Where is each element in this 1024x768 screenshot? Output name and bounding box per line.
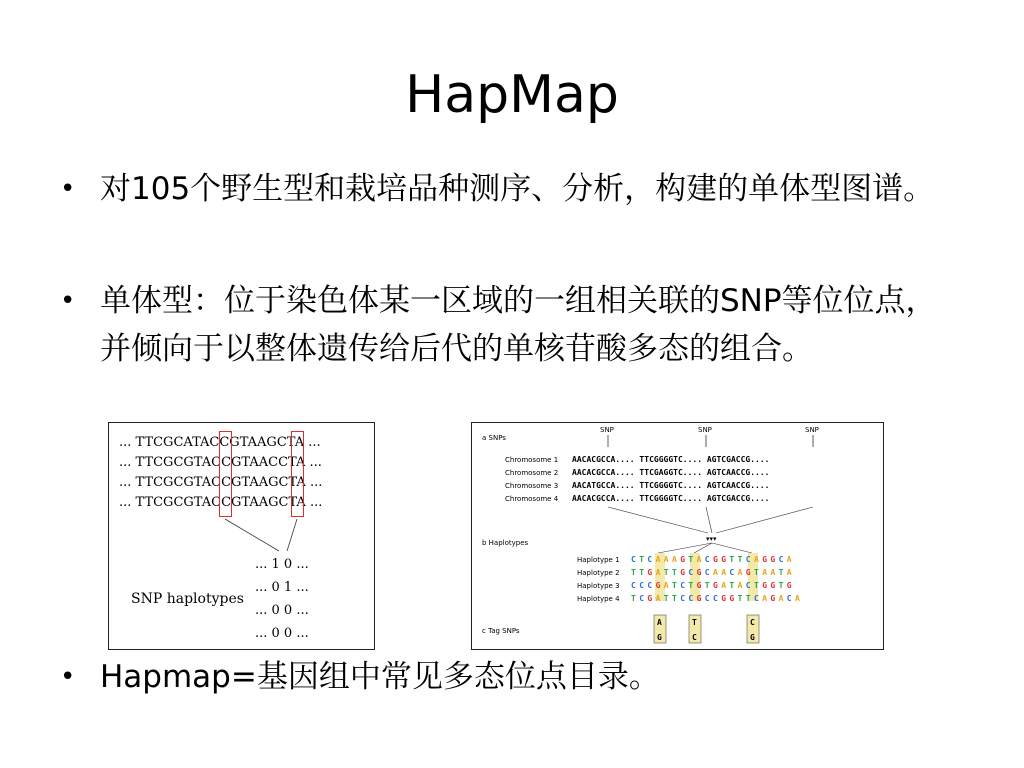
- chromosome-rows: [505, 455, 769, 503]
- haplotype-sequence: [631, 568, 792, 577]
- haplotype-base: A: [778, 594, 784, 603]
- haplotype-base: A: [713, 568, 718, 577]
- haplotype-base: T: [672, 594, 677, 603]
- haplotype-base: T: [663, 594, 669, 603]
- haplotype-base: G: [729, 594, 735, 603]
- haplotype-base: A: [737, 568, 743, 577]
- haplotype-base: C: [786, 594, 792, 603]
- haplotype-code: ... 0 1 ...: [255, 580, 309, 595]
- haplotype-base: A: [663, 581, 669, 590]
- haplotype-label: Haplotype 1: [577, 556, 620, 564]
- haplotype-base: C: [745, 555, 751, 564]
- arrowheads: ▾▾▾: [706, 535, 717, 543]
- haplotype-base: T: [672, 581, 677, 590]
- haplotype-base: G: [696, 581, 702, 590]
- snp-arrow-label: SNP: [698, 426, 712, 434]
- haplotype-base: A: [754, 555, 759, 564]
- haplotype-base: A: [721, 581, 727, 590]
- haplotype-label: Haplotype 2: [577, 569, 620, 577]
- haplotype-base: G: [713, 581, 718, 590]
- snp-haplotypes-figure: [108, 422, 375, 650]
- chromosome-sequence: AACACGCCA.... TTCGGGGTC.... AGTCGACCG....: [572, 455, 770, 464]
- haplotype-base: T: [754, 581, 759, 590]
- haplotype-base: A: [770, 568, 776, 577]
- chromosome-label: Chromosome 1: [505, 456, 559, 464]
- haplotype-base: C: [745, 581, 751, 590]
- haplotype-base: T: [688, 581, 694, 590]
- haplotype-label: Haplotype 3: [577, 582, 620, 590]
- tag-snp-allele: C: [750, 618, 755, 627]
- haplotype-base: C: [680, 594, 686, 603]
- haplotype-code: ... 0 0 ...: [255, 603, 309, 618]
- tag-snp-allele: G: [750, 633, 755, 642]
- haplotype-base: A: [786, 568, 792, 577]
- haplotype-base: T: [704, 581, 710, 590]
- snp-arrow-label: SNP: [805, 426, 819, 434]
- haplotype-base: A: [721, 568, 727, 577]
- haplotype-base: C: [639, 594, 645, 603]
- haplotype-base: G: [786, 581, 792, 590]
- haplotype-base: G: [770, 594, 776, 603]
- haplotype-base: C: [639, 581, 645, 590]
- haplotype-base: C: [704, 594, 710, 603]
- haplotype-base: C: [631, 555, 636, 564]
- haplotype-base: G: [655, 581, 661, 590]
- haplotype-base: G: [762, 555, 768, 564]
- haplotype-base: C: [754, 594, 759, 603]
- haplotype-base: T: [639, 568, 645, 577]
- haplotype-diagram: [472, 423, 883, 649]
- haplotype-base: T: [754, 568, 759, 577]
- connector-lines: [109, 423, 374, 649]
- haplotype-base: C: [713, 594, 718, 603]
- haplotype-base: G: [770, 555, 776, 564]
- chromosome-sequence: AACATGCCA.... TTCGGGGTC.... AGTCAACCG....: [572, 481, 770, 490]
- haplotype-code: ... 1 0 ...: [255, 557, 309, 572]
- sequence-line: ... TTCGCATACCGTAAGCTA ...: [119, 435, 321, 450]
- haplotype-base: C: [778, 555, 784, 564]
- haplotype-sequence: [631, 555, 792, 564]
- haplotype-base: T: [737, 594, 743, 603]
- tag-snp-allele: G: [657, 633, 662, 642]
- haplotype-label: Haplotype 4: [577, 595, 620, 603]
- haplotype-base: T: [631, 594, 636, 603]
- haplotype-base: G: [770, 581, 776, 590]
- sequence-line: ... TTCGCGTACCGTAAGCTA ...: [119, 495, 323, 510]
- chromosome-sequence: AACACGCCA.... TTCGAGGTC.... AGTCAACCG....: [572, 468, 770, 477]
- haplotype-base: C: [647, 581, 653, 590]
- haplotype-base: T: [729, 555, 735, 564]
- sequence-line: ... TTCGCGTACCGTAACCTA ...: [119, 455, 322, 470]
- tag-snp-allele: T: [692, 618, 697, 627]
- haplotype-base: T: [778, 568, 784, 577]
- section-c-label: c Tag SNPs: [482, 627, 520, 635]
- haplotype-base: A: [672, 555, 677, 564]
- haplotype-base: C: [688, 568, 694, 577]
- haplotype-base: T: [663, 568, 669, 577]
- haplotype-base: A: [655, 555, 661, 564]
- snp-arrow-label: SNP: [600, 426, 614, 434]
- haplotype-base: G: [696, 568, 702, 577]
- chromosome-label: Chromosome 3: [505, 482, 559, 490]
- chromosome-label: Chromosome 4: [505, 495, 559, 503]
- haplotype-code: ... 0 0 ...: [255, 626, 309, 641]
- tag-snp-allele: C: [692, 633, 697, 642]
- haplotype-rows: [577, 555, 800, 603]
- haplotype-base: A: [762, 568, 768, 577]
- haplotype-base: C: [631, 581, 636, 590]
- haplotype-base: A: [696, 555, 702, 564]
- haplotype-base: G: [745, 568, 751, 577]
- bullet-text: Hapmap=基因组中常见多态位点目录。: [100, 659, 660, 695]
- haplotype-base: C: [704, 568, 710, 577]
- haplotype-base: G: [713, 555, 718, 564]
- haplotype-base: G: [721, 555, 727, 564]
- haplotype-diagram-figure: [471, 422, 884, 650]
- haplotype-base: A: [737, 581, 743, 590]
- section-a-label: a SNPs: [482, 434, 506, 442]
- chromosome-label: Chromosome 2: [505, 469, 559, 477]
- bullet-marker: •: [60, 662, 76, 692]
- tag-snp-allele: A: [657, 618, 662, 627]
- haplotype-base: T: [737, 555, 743, 564]
- haplotype-base: C: [647, 555, 653, 564]
- haplotype-base: A: [655, 594, 661, 603]
- haplotype-base: A: [762, 594, 768, 603]
- haplotype-base: T: [745, 594, 751, 603]
- haplotype-base: C: [729, 568, 735, 577]
- haplotype-base: C: [680, 581, 686, 590]
- haplotype-base: C: [704, 555, 710, 564]
- haplotype-base: A: [786, 555, 792, 564]
- sequence-line: ... TTCGCGTACCGTAAGCTA ...: [119, 475, 323, 490]
- bullet-text: 对105个野生型和栽培品种测序、分析，构建的单体型图谱。: [100, 171, 935, 207]
- haplotype-base: A: [663, 555, 669, 564]
- haplotype-base: G: [647, 568, 653, 577]
- haplotype-base: G: [721, 594, 727, 603]
- snp-haplotypes-label: SNP haplotypes: [131, 591, 244, 607]
- haplotype-base: G: [762, 581, 768, 590]
- chromosome-sequence: AACACGCCA.... TTCGGGGTC.... AGTCGACCG....: [572, 494, 770, 503]
- haplotype-base: T: [688, 555, 694, 564]
- haplotype-base: G: [680, 568, 686, 577]
- haplotype-base: C: [688, 594, 694, 603]
- slide-title: HapMap: [405, 65, 619, 125]
- haplotype-base: G: [680, 555, 686, 564]
- haplotype-base: A: [795, 594, 800, 603]
- haplotype-base: G: [647, 594, 653, 603]
- haplotype-base: G: [696, 594, 702, 603]
- haplotype-sequence: [631, 594, 800, 603]
- haplotype-base: A: [655, 568, 661, 577]
- haplotype-base: T: [778, 581, 784, 590]
- haplotype-base: T: [639, 555, 645, 564]
- section-b-label: b Haplotypes: [482, 539, 529, 547]
- bullet-marker: •: [60, 174, 76, 204]
- haplotype-base: T: [672, 568, 677, 577]
- bullet-text: 单体型：位于染色体某一区域的一组相关联的SNP等位位点，并倾向于以整体遗传给后代的单核苷酸多态的组合。: [100, 283, 937, 367]
- bullet-marker: •: [60, 286, 76, 316]
- haplotype-sequence: [631, 581, 792, 590]
- haplotype-base: T: [729, 581, 735, 590]
- haplotype-base: T: [631, 568, 636, 577]
